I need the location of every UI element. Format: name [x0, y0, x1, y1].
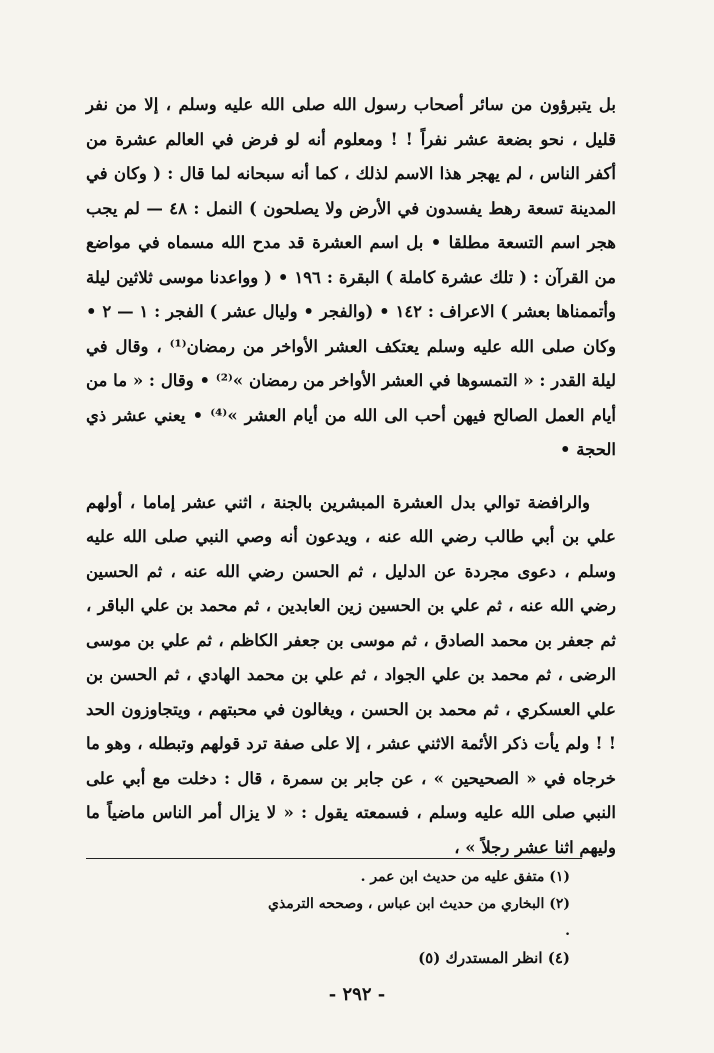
footnote-1: (١) متفق عليه من حديث ابن عمر . [360, 869, 570, 885]
footnotes [260, 864, 570, 972]
page-number: - ٢٩٢ - [328, 984, 386, 1005]
footnote-divider [86, 858, 582, 859]
footnote-2: (٢) البخاري من حديث ابن عباس ، وصححه الترمذي . [267, 896, 570, 939]
paragraph-1: بل يتبرؤون من سائر أصحاب رسول الله صلى الله عليه وسلم ، إلا من نفر قليل ، نحو بضعة عشر نفراً ! ! ومعلوم أنه لو فرض في العالم عشرة من أكفر الناس ، لم يهجر هذا الاسم لذلك ، كما أنه سبحانه لما قال : ( وكان في المدينة تسعة رهط يفسدون في الأرض ولا يصلحون ) النمل : ٤٨ — لم يجب هجر اسم التسعة مطلقا • بل اسم العشرة قد مدح الله مسماه في مواضع من القرآن : ( تلك عشرة كاملة ) البقرة : ١٩٦ • ( وواعدنا موسى ثلاثين ليلة وأتممناها بعشر ) الاعراف : ١٤٢ • (والفجر • وليال عشر ) الفجر : ١ — ٢ • وكان صلى الله عليه وسلم يعتكف العشر الأواخر من رمضان⁽¹⁾ ، وقال في ليلة القدر : « التمسوها في العشر الأواخر من رمضان »⁽²⁾ • وقال : « ما من أيام العمل الصالح فيهن أحب الى الله من أيام العشر »⁽⁴⁾ • يعني عشر ذي الحجة • [86, 95, 617, 459]
footnote-3: (٤) انظر المستدرك (٥) [418, 949, 570, 967]
main-text [86, 88, 616, 865]
paragraph-gap [86, 468, 616, 486]
paragraph-2: والرافضة توالي بدل العشرة المبشرين بالجنة ، اثني عشر إماما ، أولهم علي بن أبي طالب رضي الله عنه ، ويدعون أنه وصي النبي صلى الله عليه وسلم ، دعوى مجردة عن الدليل ، ثم الحسن رضي الله عنه ، ثم الحسين رضي الله عنه ، ثم علي بن الحسين زين العابدين ، ثم محمد بن علي الباقر ، ثم جعفر بن محمد الصادق ، ثم موسى بن جعفر الكاظم ، ثم علي بن موسى الرضى ، ثم محمد بن علي الجواد ، ثم علي بن محمد الهادي ، ثم الحسن بن علي العسكري ، ثم محمد بن الحسن ، ويغالون في محبتهم ، ويتجاوزون الحد ! ! ولم يأت ذكر الأئمة الاثني عشر ، إلا على صفة ترد قولهم وتبطله ، وهو ما خرجاه في « الصحيحين » ، عن جابر بن سمرة ، قال : دخلت مع أبي على النبي صلى الله عليه وسلم ، فسمعته يقول : « لا يزال أمر الناس ماضياً ما وليهم اثنا عشر رجلاً » ، [86, 492, 616, 857]
